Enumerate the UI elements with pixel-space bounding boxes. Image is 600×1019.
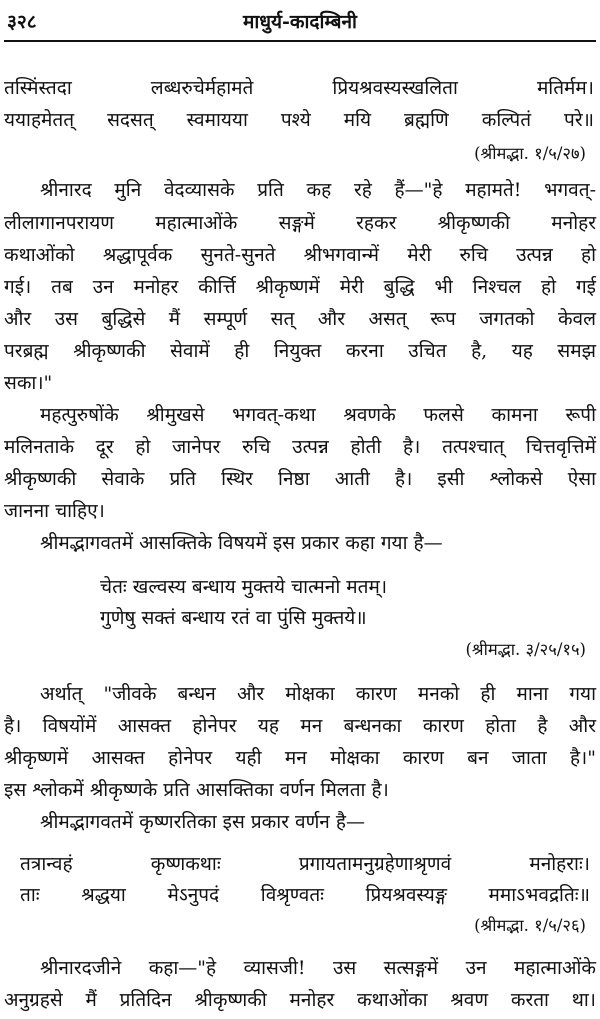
para2-line3: श्रीकृष्णकी सेवाके प्रति स्थिर निष्ठा आती है। इसी श्लोकसे ऐसा bbox=[4, 468, 596, 490]
verse3-line2: ताः श्रद्धया मेऽनुपदं विश्रृण्वतः प्रियश्रवस्यङ्ग ममाऽभवद्रतिः॥ bbox=[20, 884, 590, 906]
verse1-line1: तस्मिंस्तदा लब्धरुचेर्महामते प्रियश्रवस्यस्खलिता मतिर्मम। bbox=[4, 77, 594, 99]
para1-line7: सका।" bbox=[4, 372, 53, 394]
page-number: ३२८ bbox=[7, 11, 37, 33]
para4-line2: अनुग्रहसे मैं प्रतिदिन श्रीकृष्णकी मनोहर कथाओंका श्रवण करता था। bbox=[4, 989, 596, 1011]
header-rule bbox=[4, 40, 596, 42]
para3-line3: श्रीकृष्णमें आसक्त होनेपर यही मन मोक्षका कारण बन जाता है।" bbox=[4, 747, 596, 769]
verse2-line2: गुणेषु सक्तं बन्धाय रतं वा पुंसि मुक्तये॥ bbox=[100, 607, 367, 629]
para1-line4: गई। तब उन मनोहर कीर्त्ति श्रीकृष्णमें मेरी बुद्धि भी निश्चल हो गई bbox=[4, 276, 596, 298]
para4-line1: श्रीनारदजीने कहा—"हे व्यासजी! उस सत्सङ्गमें उन महात्माओंके bbox=[40, 957, 596, 979]
intro2-line: श्रीमद्भागवतमें आसक्तिके विषयमें इस प्रकार कहा गया है— bbox=[40, 532, 443, 554]
verse1-reference: (श्रीमद्भा. १/५/२७) bbox=[474, 144, 586, 163]
verse3-line1: तत्रान्वहं कृष्णकथाः प्रगायतामनुग्रहेणाश्रृणवं मनोहराः। bbox=[20, 853, 590, 875]
verse1-line2: ययाहमेतत् सदसत् स्वमायया पश्ये मयि ब्रह्मणि कल्पितं परे॥ bbox=[4, 109, 594, 131]
para1-line5: और उस बुद्धिसे मैं सम्पूर्ण सत् और असत् रूप जगतको केवल bbox=[4, 308, 596, 330]
verse2-line1: चेतः खल्वस्य बन्धाय मुक्तये चात्मनो मतम्। bbox=[100, 576, 388, 598]
page-header bbox=[0, 6, 600, 36]
para1-line1: श्रीनारद मुनि वेदव्यासके प्रति कह रहे हैं—"हे महामते! भगवत्- bbox=[40, 179, 596, 201]
verse2-reference: (श्रीमद्भा. ३/२५/१५) bbox=[465, 640, 586, 659]
para1-line6: परब्रह्म श्रीकृष्णकी सेवामें ही नियुक्त करना उचित है, यह समझ bbox=[4, 340, 596, 362]
para1-line2: लीलागानपरायण महात्माओंके सङ्गमें रहकर श्रीकृष्णकी मनोहर bbox=[4, 212, 596, 234]
para2-line4: जानना चाहिए। bbox=[4, 500, 105, 522]
running-title: माधुर्य-कादम्बिनी bbox=[243, 11, 357, 33]
intro3-line: श्रीमद्भागवतमें कृष्णरतिका इस प्रकार वर्णन है— bbox=[40, 811, 365, 833]
para3-line4: इस श्लोकमें श्रीकृष्णके प्रति आसक्तिका वर्णन मिलता है। bbox=[4, 779, 389, 801]
para2-line2: मलिनताके दूर हो जानेपर रुचि उत्पन्न होती है। तत्पश्चात् चित्तवृत्तिमें bbox=[4, 436, 596, 458]
verse3-reference: (श्रीमद्भा. १/५/२६) bbox=[474, 916, 586, 935]
para2-line1: महत्पुरुषोंके श्रीमुखसे भगवत्-कथा श्रवणके फलसे कामना रूपी bbox=[40, 404, 596, 426]
para1-line3: कथाओंको श्रद्धापूर्वक सुनते-सुनते श्रीभगवान्में मेरी रुचि उत्पन्न हो bbox=[4, 244, 596, 266]
para3-line2: है। विषयोंमें आसक्त होनेपर यह मन बन्धनका कारण होता है और bbox=[4, 715, 596, 737]
para3-line1: अर्थात् "जीवके बन्धन और मोक्षका कारण मनको ही माना गया bbox=[40, 683, 596, 705]
